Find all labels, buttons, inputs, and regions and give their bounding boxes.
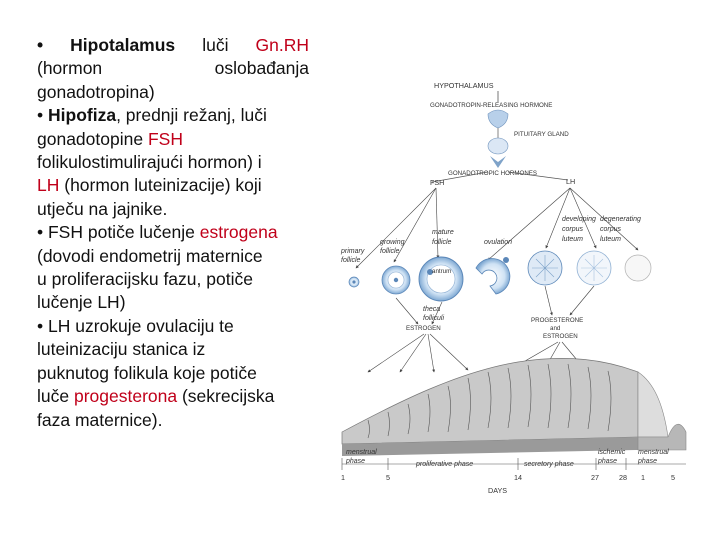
developing-corpus-label-3: luteum (562, 236, 584, 243)
text-run: , prednji režanj, luči (116, 105, 267, 126)
text-line (37, 81, 309, 104)
p-arrow-b (570, 286, 594, 315)
menstrual-phase-left-label-2: phase (346, 458, 366, 465)
day-tick-label: 28 (619, 473, 627, 482)
growing-follicle-oocyte (394, 278, 398, 282)
growing-follicle-label-2: follicle (380, 248, 400, 255)
mature-follicle-label-2: follicle (432, 239, 452, 246)
proliferative-phase-label: proliferative phase (416, 461, 474, 468)
estrogen2-label: ESTROGEN (543, 333, 578, 340)
text-line (37, 315, 309, 338)
pituitary-gland-shape (488, 138, 508, 154)
e-arrow-3 (428, 334, 434, 372)
released-oocyte (503, 257, 509, 263)
text-line (37, 57, 309, 80)
text-line (37, 151, 309, 174)
theca-label-1: theca (423, 306, 441, 313)
text-run: oslobađanja (214, 58, 309, 79)
progesterone-label: PROGESTERONE (531, 317, 584, 324)
primary-follicle-label-1: primary (341, 248, 365, 255)
e-arrow-a (396, 298, 418, 324)
day-tick-label: 1 (341, 473, 345, 482)
text-run: • Hipotalamus (37, 35, 176, 55)
menstrual-phase-right-label-1: menstrual (638, 449, 669, 456)
menstrual-phase-left-label-1: menstrual (346, 449, 377, 456)
text-run: (hormon (37, 58, 103, 79)
developing-corpus-label-2: corpus (562, 226, 584, 233)
hypothalamus-shape (488, 110, 508, 128)
text-run: faza maternice). (37, 409, 163, 430)
text-line (37, 221, 309, 244)
highlight-term: estrogena (199, 222, 278, 243)
text-line (37, 174, 309, 197)
and-label: and (550, 325, 561, 332)
growing-follicle-label-1: growing (380, 239, 405, 246)
text-line (37, 291, 309, 314)
text-run: (sekrecijska (177, 386, 275, 407)
text-line (37, 338, 309, 361)
text-run: • (37, 105, 48, 126)
text-run: luči (202, 35, 229, 55)
highlight-term: LH (37, 175, 60, 196)
lh-arrow-1 (488, 188, 570, 260)
text-line (37, 245, 309, 268)
day-tick-label: 1 (641, 473, 645, 482)
secretory-phase-label: secretory phase (524, 461, 574, 468)
degenerating-corpus-label-2: corpus (600, 226, 622, 233)
text-line (37, 362, 309, 385)
text-block (37, 34, 309, 432)
primary-follicle-oocyte (352, 280, 355, 283)
highlight-term: FSH (147, 128, 183, 149)
text-run: luteinizaciju stanica iz (37, 339, 206, 360)
menstrual-phase-right-label-2: phase (638, 458, 658, 465)
fsh-arrow-3 (436, 188, 438, 258)
text-run: folikulostimulirajući hormon) i (37, 152, 262, 173)
e-arrow-1 (368, 334, 424, 372)
day-tick-label: 5 (671, 473, 675, 482)
text-line (37, 34, 309, 57)
text-run: (dovodi endometrij maternice (37, 245, 263, 266)
hypothalamus-label: HYPOTHALAMUS (434, 81, 494, 90)
text-line (37, 128, 309, 151)
text-run: • LH uzrokuje ovulaciju te (37, 315, 234, 336)
ischemic-phase-label-2: phase (598, 458, 618, 465)
e-arrow-2 (400, 334, 426, 372)
e-arrow-4 (430, 334, 468, 370)
highlight-term: Gn.RH (255, 35, 309, 55)
pituitary-label: PITUITARY GLAND (514, 131, 569, 138)
theca-label-2: folliculi (423, 315, 445, 322)
fsh-arrow-2 (394, 188, 436, 262)
estrogen-label: ESTROGEN (406, 325, 441, 332)
degenerating-corpus-label-3: luteum (600, 236, 622, 243)
fsh-label: FSH (430, 178, 445, 187)
fsh-arrow-1 (356, 188, 436, 268)
day-tick-label: 27 (591, 473, 599, 482)
degenerating-corpus-luteum (625, 255, 651, 281)
endometrium (342, 358, 638, 444)
ischemic-phase-label-1: ischemic (598, 449, 626, 456)
highlight-term: progesterona (73, 386, 178, 407)
ovulation-follicle (476, 258, 510, 294)
mature-follicle-label-1: mature (432, 229, 454, 236)
text-run: utječu na jajnike. (37, 198, 168, 219)
text-run: gonadotopine (37, 128, 148, 149)
gonadotropic-label: GONADOTROPIC HORMONES (448, 170, 538, 177)
menstrual-cycle-diagram (338, 72, 688, 497)
gnrh-label: GONADOTROPIN-RELEASING HORMONE (430, 102, 553, 109)
primary-follicle-label-2: follicle (341, 257, 361, 264)
text-line (37, 409, 309, 432)
text-run: luče (37, 386, 74, 407)
lh-label: LH (566, 177, 576, 186)
p-arrow-a (545, 286, 552, 315)
text-run: (hormon luteinizacije) koji (59, 175, 262, 196)
antrum-label: antrum (432, 268, 452, 275)
ischemic-band (638, 372, 668, 437)
text-line (37, 268, 309, 291)
ovulation-label: ovulation (484, 239, 513, 246)
day-tick-label: 5 (386, 473, 390, 482)
text-run: lučenje LH) (37, 292, 126, 313)
text-line (37, 198, 309, 221)
text-run: puknutog folikula koje potiče (37, 362, 257, 383)
text-run: Hipofiza (48, 105, 117, 126)
text-run: u proliferacijsku fazu, potiče (37, 269, 253, 290)
text-line (37, 385, 309, 408)
days-label: DAYS (488, 486, 508, 495)
text-run: • FSH potiče lučenje (37, 222, 200, 243)
developing-corpus-label-1: developing (562, 216, 596, 223)
text-run: gonadotropina) (37, 81, 155, 102)
text-line (37, 104, 309, 127)
degenerating-corpus-label-1: degenerating (600, 216, 641, 223)
day-tick-label: 14 (514, 473, 522, 482)
pituitary-arrow (490, 156, 506, 168)
